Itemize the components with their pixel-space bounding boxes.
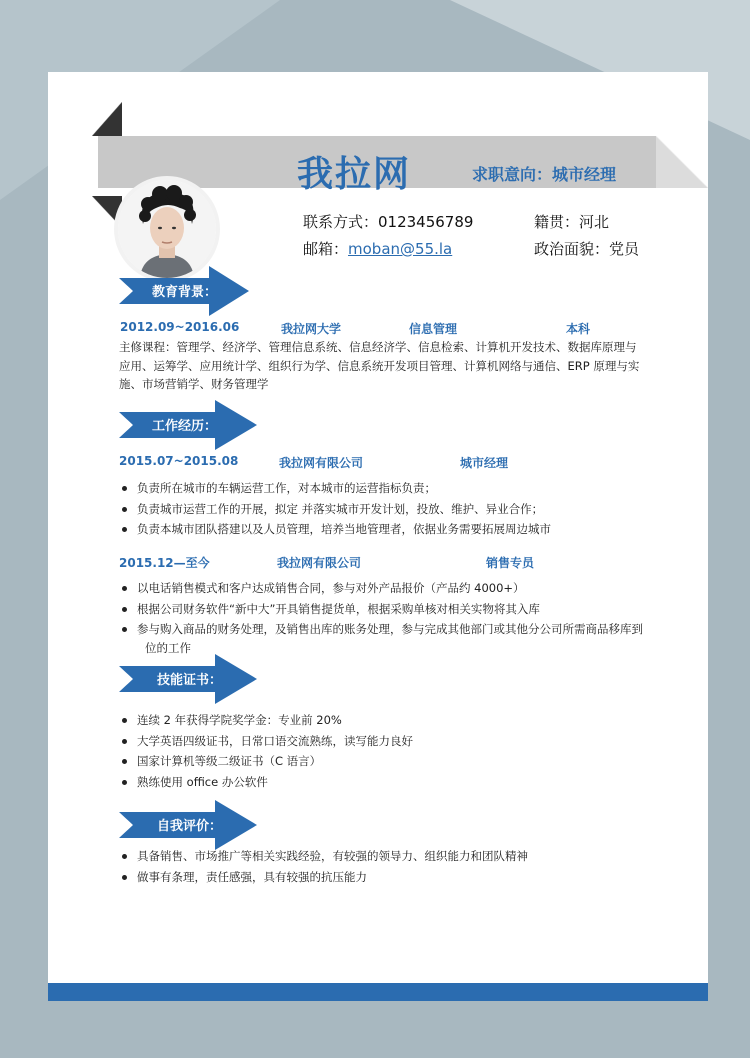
work-duty-continuation: 位的工作 [145, 641, 191, 655]
self-evaluation-list [120, 846, 528, 887]
header-flag-top [92, 102, 122, 136]
email-link[interactable]: moban@55.la [348, 240, 453, 258]
work-duties [120, 578, 643, 640]
list-item: 连续 2 年获得学院奖学金：专业前 20% [120, 710, 413, 731]
email-row [303, 238, 452, 259]
work-period: 2015.07~2015.08 [119, 454, 239, 468]
section-skills-header [119, 654, 257, 704]
work-position: 城市经理 [460, 456, 509, 470]
skills-list [120, 710, 413, 792]
bottom-accent-bar [48, 983, 708, 1001]
list-item: 大学英语四级证书，日常口语交流熟练，读写能力良好 [120, 731, 413, 752]
list-item: 做事有条理，责任感强，具有较强的抗压能力 [120, 867, 528, 888]
avatar-photo [118, 180, 216, 278]
section-education-title: 教育背景： [152, 285, 218, 300]
edu-courses-line: 应用、运筹学、应用统计学、组织行为学、信息系统开发项目管理、计算机网络与通信、ERP 原理与实 [119, 358, 640, 373]
section-skills-title: 技能证书： [157, 673, 223, 688]
work-period: 2015.12—至今 [119, 556, 210, 570]
candidate-name: 我拉网 [297, 154, 412, 195]
section-work-title: 工作经历： [152, 419, 218, 434]
edu-degree: 本科 [566, 322, 591, 336]
list-item: 根据公司财务软件“新中大”开具销售提货单，根据采购单核对相关实物将其入库 [120, 599, 643, 620]
list-item: 负责本城市团队搭建以及人员管理，培养当地管理者，依据业务需要拓展周边城市 [120, 519, 551, 540]
list-item: 国家计算机等级二级证书（C 语言） [120, 751, 413, 772]
edu-period: 2012.09~2016.06 [120, 320, 240, 334]
list-item: 负责城市运营工作的开展，拟定 并落实城市开发计划，投放、维护、异业合作； [120, 499, 551, 520]
email-label: 邮箱： [303, 240, 349, 258]
section-self-header [119, 800, 257, 850]
list-item: 具备销售、市场推广等相关实践经验，有较强的领导力、组织能力和团队精神 [120, 846, 528, 867]
job-intent: 求职意向：城市经理 [472, 165, 617, 184]
list-item: 熟练使用 office 办公软件 [120, 772, 413, 793]
work-position: 销售专员 [486, 556, 535, 570]
section-education-header [119, 266, 249, 316]
list-item: 负责所在城市的车辆运营工作，对本城市的运营指标负责； [120, 478, 551, 499]
edu-courses-line: 主修课程：管理学、经济学、管理信息系统、信息经济学、信息检索、计算机开发技术、数据库原理与 [119, 340, 637, 354]
edu-major: 信息管理 [409, 322, 458, 336]
edu-courses [119, 338, 639, 394]
hometown: 籍贯：河北 [534, 213, 610, 231]
work-company: 我拉网有限公司 [277, 556, 362, 570]
contact-phone: 联系方式：0123456789 [303, 213, 474, 231]
section-self-title: 自我评价： [157, 819, 223, 834]
edu-school: 我拉网大学 [281, 322, 342, 336]
header-fold-corner [656, 136, 708, 188]
work-company: 我拉网有限公司 [279, 456, 364, 470]
political-status: 政治面貌：党员 [534, 240, 640, 258]
work-duties [120, 478, 551, 540]
list-item: 参与购入商品的财务处理，及销售出库的账务处理，参与完成其他部门或其他分公司所需商品移库到 [120, 619, 643, 640]
section-work-header [119, 400, 257, 450]
list-item: 以电话销售模式和客户达成销售合同，参与对外产品报价（产品约 4000+） [120, 578, 643, 599]
edu-courses-line: 施、市场营销学、财务管理学 [119, 377, 269, 391]
